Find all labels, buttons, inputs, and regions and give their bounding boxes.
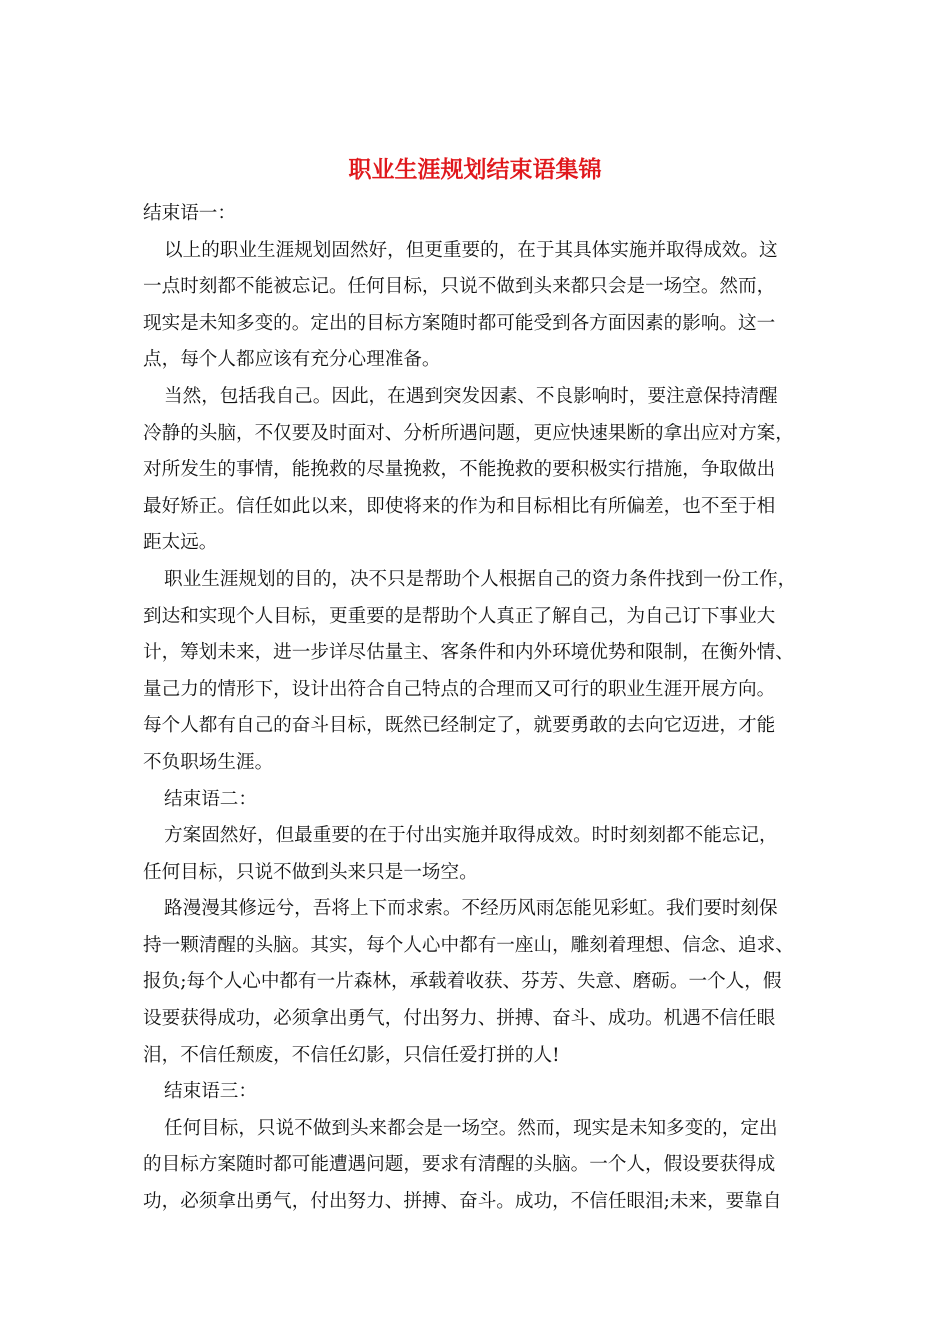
text-line: 以上的职业生涯规划固然好，但更重要的，在于其具体实施并取得成效。这 xyxy=(164,239,778,261)
text-line: 距太远。 xyxy=(143,532,218,554)
text-line: 路漫漫其修远兮，吾将上下而求索。不经历风雨怎能见彩虹。我们要时刻保 xyxy=(164,898,778,920)
document-title: 职业生涯规划结束语集锦 xyxy=(348,156,602,183)
text-line: 计，筹划未来，进一步详尽估量主、客条件和内外环境优势和限制，在衡外情、 xyxy=(143,642,794,664)
text-line: 任何目标，只说不做到头来只是一场空。 xyxy=(143,861,478,883)
text-line: 不负职场生涯。 xyxy=(143,751,274,773)
text-line: 结束语一： xyxy=(143,203,236,224)
text-line: 点，每个人都应该有充分心理准备。 xyxy=(143,349,441,371)
text-line: 的目标方案随时都可能遭遇问题，要求有清醒的头脑。一个人，假设要获得成 xyxy=(143,1154,776,1176)
text-line: 到达和实现个人目标，更重要的是帮助个人真正了解自己，为自己订下事业大 xyxy=(143,605,776,627)
text-line: 一点时刻都不能被忘记。任何目标，只说不做到头来都只会是一场空。然而， xyxy=(143,276,776,298)
text-line: 持一颗清醒的头脑。其实，每个人心中都有一座山，雕刻着理想、信念、追求、 xyxy=(143,934,794,956)
text-line: 当然，包括我自己。因此，在遇到突发因素、不良影响时，要注意保持清醒 xyxy=(164,385,778,407)
text-line: 职业生涯规划的目的，决不只是帮助个人根据自己的资力条件找到一份工作， xyxy=(164,568,797,590)
text-line: 结束语二： xyxy=(164,788,257,810)
text-line: 任何目标，只说不做到头来都会是一场空。然而，现实是未知多变的，定出 xyxy=(164,1117,778,1139)
text-line: 设要获得成功，必须拿出勇气，付出努力、拼搏、奋斗、成功。机遇不信任眼 xyxy=(143,1008,776,1030)
text-line: 结束语三： xyxy=(164,1081,257,1103)
text-line: 冷静的头脑，不仅要及时面对、分析所遇问题，更应快速果断的拿出应对方案， xyxy=(143,422,794,444)
text-line: 每个人都有自己的奋斗目标，既然已经制定了，就要勇敢的去向它迈进，才能 xyxy=(143,715,776,737)
document-body xyxy=(143,196,809,1221)
text-line: 现实是未知多变的。定出的目标方案随时都可能受到各方面因素的影响。这一 xyxy=(143,312,776,334)
text-line: 功，必须拿出勇气，付出努力、拼搏、奋斗。成功，不信任眼泪;未来，要靠自 xyxy=(143,1191,782,1213)
text-line: 量己力的情形下，设计出符合自己特点的合理而又可行的职业生涯开展方向。 xyxy=(143,678,776,700)
text-line: 最好矫正。信任如此以来，即使将来的作为和目标相比有所偏差，也不至于相 xyxy=(143,495,776,517)
text-line: 方案固然好，但最重要的在于付出实施并取得成效。时时刻刻都不能忘记， xyxy=(164,825,778,847)
text-line: 对所发生的事情，能挽救的尽量挽救，不能挽救的要积极实行措施，争取做出 xyxy=(143,459,776,481)
text-line: 报负;每个人心中都有一片森林，承载着收获、芬芳、失意、磨砺。一个人，假 xyxy=(143,971,782,993)
text-line: 泪，不信任颓废，不信任幻影，只信任爱打拼的人! xyxy=(143,1044,560,1066)
